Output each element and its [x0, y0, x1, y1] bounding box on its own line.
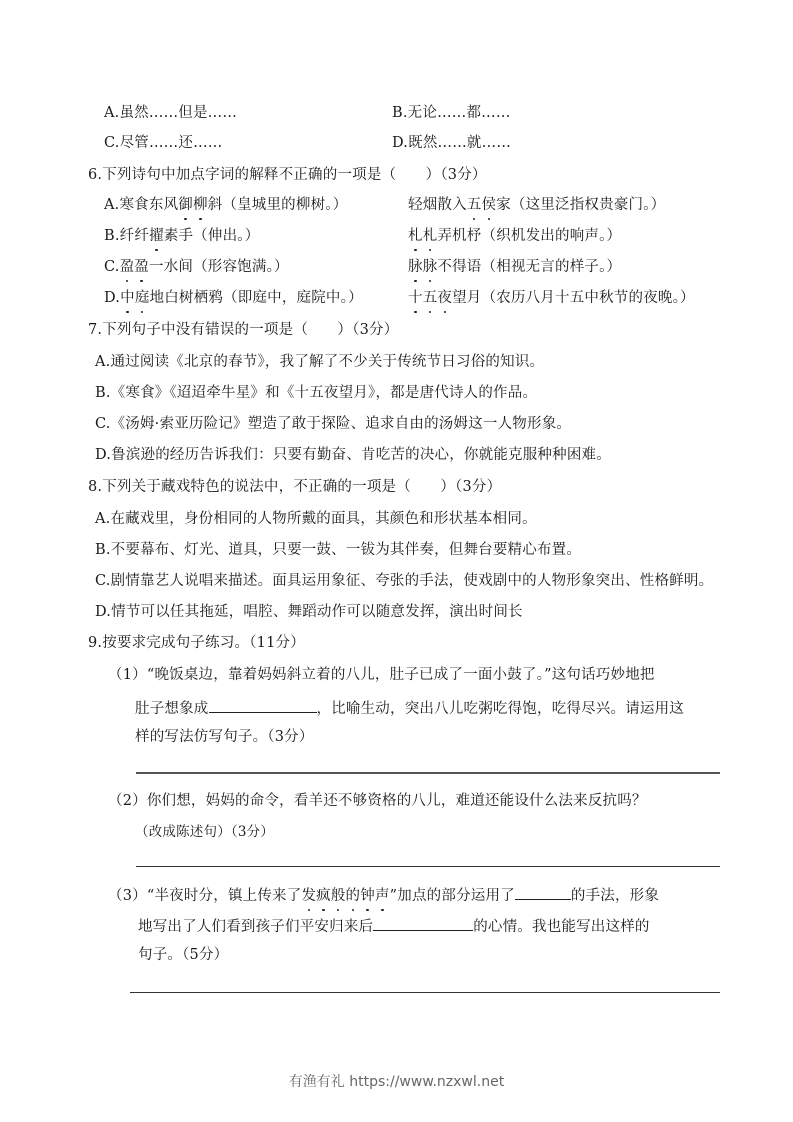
dotted-char: 脉 [422, 259, 438, 275]
q8-option-b: B.不要幕布、灯光、道具，只要一鼓、一钹为其伴奏，但舞台要精心布置。 [95, 542, 582, 558]
q5-option-b: B.无论……都…… [392, 105, 511, 121]
text: ”加点的部分运用了 [389, 888, 515, 904]
q6-stem: 6.下列诗句中加点字词的解释不正确的一项是（ ）（3分） [88, 167, 487, 183]
q7-option-d: D.鲁滨逊的经历告诉我们：只要有勤奋、肯吃苦的决心，你就能克服种种困难。 [95, 447, 611, 463]
dotted-char: 擢 [149, 228, 164, 244]
dotted-char: 十 [408, 290, 423, 306]
text: 地写出了人们看到孩子们平安归来后 [138, 919, 374, 935]
q6-option-a-right [408, 195, 665, 215]
dotted-char: 脉 [408, 259, 423, 275]
dotted-char: 盈 [119, 259, 135, 275]
q6-option-d-left [104, 288, 363, 308]
dotted-char: 庭 [134, 290, 150, 306]
q6-option-b-left [104, 226, 259, 246]
text: 轻烟散入 [408, 197, 467, 213]
q9-stem: 9.按要求完成句子练习。（11分） [88, 635, 305, 651]
text: 的手法，形象 [570, 888, 660, 904]
dotted-char: 中 [120, 290, 135, 306]
q8-option-d: D.情节可以任其拖延，唱腔、舞蹈动作可以随意发挥，演出时间长 [95, 604, 523, 620]
text: 素手（伸出。） [163, 228, 260, 244]
q7-option-b: B.《寒食》《迢迢牵牛星》和《十五夜望月》，都是唐代诗人的作品。 [95, 385, 538, 401]
footer-watermark: 有渔有礼 https://www.nzxwl.net [288, 1074, 505, 1090]
text: 斜（皇城里的柳树。） [207, 197, 348, 213]
text: 地白树栖鸦（即庭中，庭院中。） [149, 290, 363, 306]
answer-blank[interactable] [209, 696, 317, 713]
text: ，比喻生动，突出八儿吃粥吃得饱，吃得尽兴。请运用这 [316, 701, 684, 717]
text: D. [104, 290, 121, 306]
text: 望月（农历八月十五中秋节的夜晚。） [452, 290, 695, 306]
answer-blank[interactable] [373, 914, 473, 931]
q8-option-a: A.在藏戏里，身份相同的人物所戴的面具，其颜色和形状基本相同。 [95, 511, 537, 527]
text: 一水间（形容饱满。） [149, 259, 289, 275]
text: 不得语（相视无言的样子。） [437, 259, 622, 275]
text: 弄机杼（织机发出的响声。） [437, 228, 622, 244]
dotted-char: 札 [422, 228, 438, 244]
q6-option-b-right [408, 226, 621, 246]
q8-option-c: C.剧情靠艺人说唱来描述。面具运用象征、夸张的手法，使戏剧中的人物形象突出、性格鲜明。 [95, 573, 714, 589]
text: 家（这里泛指权贵豪门。） [496, 197, 666, 213]
q9-2-line1: （2）你们想，妈妈的命令，看羊还不够资格的八儿，难道还能设什么法来反抗吗？ [108, 793, 647, 809]
q9-3-line1 [108, 883, 659, 906]
dotted-char: 侯 [481, 197, 497, 213]
dotted-char: 般 [330, 888, 346, 904]
q8-stem: 8.下列关于藏戏特色的说法中，不正确的一项是（ ）（3分） [88, 479, 502, 495]
q9-1-line3: 样的写法仿写句子。（3分） [135, 729, 314, 745]
q7-stem: 7.下列句子中没有错误的一项是（ ）（3分） [88, 322, 399, 338]
q7-option-c: C.《汤姆·索亚历险记》塑造了敢于探险、追求自由的汤姆这一人物形象。 [95, 416, 572, 432]
q5-option-d: D.既然……就…… [392, 135, 512, 151]
q6-option-c-right [408, 257, 621, 277]
answer-line-3[interactable] [130, 992, 720, 993]
q6-option-d-right [408, 288, 695, 308]
q6-option-a-left [104, 195, 347, 215]
q9-3-line3: 句子。（5分） [138, 947, 229, 963]
text: （3）“半夜时分，镇上传来了 [108, 888, 302, 904]
dotted-char: 夜 [437, 290, 453, 306]
text: B.纤纤 [104, 228, 150, 244]
dotted-char: 御 [178, 197, 193, 213]
dotted-char: 五 [422, 290, 438, 306]
dotted-char: 的 [345, 888, 361, 904]
dotted-char: 疯 [316, 888, 331, 904]
dotted-char: 柳 [192, 197, 208, 213]
q7-option-a: A.通过阅读《北京的春节》，我了解了不少关于传统节日习俗的知识。 [95, 354, 545, 370]
dotted-char: 五 [466, 197, 482, 213]
dotted-char: 札 [408, 228, 423, 244]
text: 肚子想象成 [135, 701, 209, 717]
dotted-char: 声 [374, 888, 390, 904]
q5-option-a: A.虽然……但是…… [104, 105, 238, 121]
dotted-char: 发 [301, 888, 317, 904]
q9-2-line2: （改成陈述句）（3分） [135, 824, 275, 840]
q9-1-line2 [135, 696, 684, 719]
text: 的心情。我也能写出这样的 [473, 919, 650, 935]
dotted-char: 盈 [134, 259, 149, 275]
dotted-char: 钟 [360, 888, 375, 904]
q5-option-c: C.尽管……还…… [104, 135, 223, 151]
q9-3-line2 [138, 914, 650, 937]
answer-blank[interactable] [515, 883, 571, 900]
text: C. [104, 259, 120, 275]
q6-option-c-left [104, 257, 289, 277]
text: A.寒食东风 [104, 197, 179, 213]
q9-1-line1: （1）“晚饭桌边，靠着妈妈斜立着的八儿，肚子已成了一面小鼓了。”这句话巧妙地把 [108, 667, 655, 683]
answer-line-1[interactable] [136, 772, 720, 774]
answer-line-2[interactable] [136, 866, 720, 867]
